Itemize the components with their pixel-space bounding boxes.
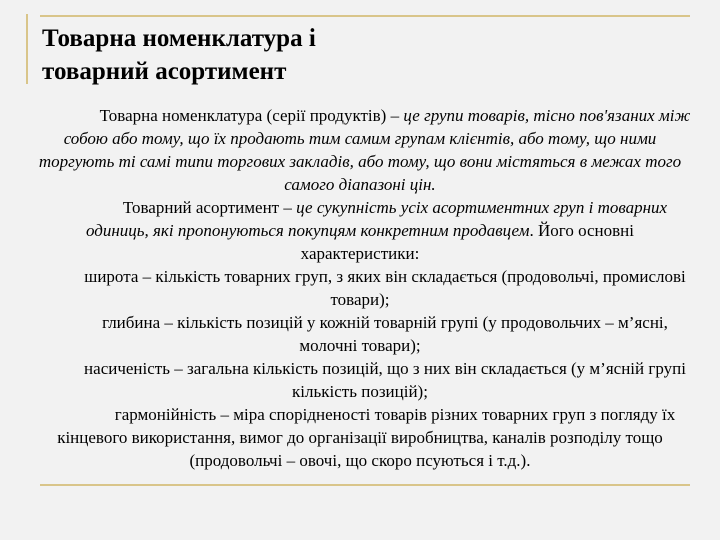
title-line-1: Товарна номенклатура і [42, 25, 316, 52]
characteristic-harmony: гармонійність – міра спорідненості товарів різних товарних груп з погляду їх кінцевого використання, вимог до організації виробництва, каналів розподілу тощо (продовольчі – овочі, що скоро псуються і т.д.). [57, 405, 676, 470]
accent-top-line [40, 15, 690, 17]
characteristic-saturation: насиченість – загальна кількість позицій, що з них він складається (у м’ясній групі кількість позицій); [84, 359, 686, 401]
definition-nomenclature: це групи товарів, тісно пов'язаних між собою або тому, що їх продають тим самим групам клієнтів, або тому, що ними торгують ті самі типи торгових закладів, або тому, що вони містяться в межах того самого діапазоні цін. [38, 106, 691, 194]
slide-body [26, 104, 694, 472]
characteristic-depth: глибина – кількість позицій у кожній товарній групі (у продовольчих – м’ясні, молочні товари); [102, 313, 668, 355]
characteristic-width: широта – кількість товарних груп, з яких він складається (продовольчі, промислові товари); [84, 267, 686, 309]
term-assortment: Товарний асортимент – [122, 198, 297, 217]
definition-assortment: це сукупність усіх асортиментних груп і товарних одиниць, які пропонуються покупцям конкретним продавцем [85, 198, 668, 240]
accent-vertical-line [26, 14, 28, 84]
title-line-2: товарний асортимент [42, 58, 287, 85]
paragraph-nomenclature [26, 104, 694, 196]
paragraph-assortment [26, 196, 694, 265]
slide-title [42, 22, 682, 88]
assortment-characteristics-intro: . Його основні характеристики: [300, 221, 635, 263]
accent-bottom-line [40, 484, 690, 486]
term-nomenclature: Товарна номенклатура (серії продуктів) – [99, 106, 404, 125]
